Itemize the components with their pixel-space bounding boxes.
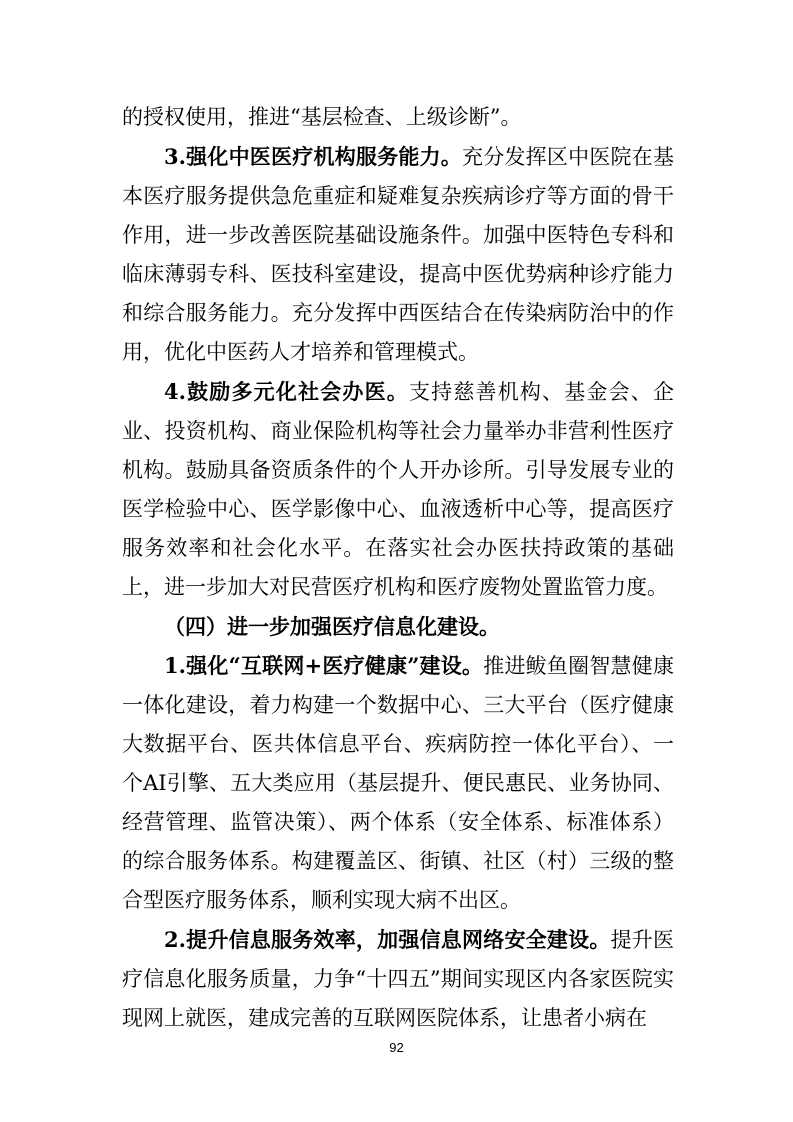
paragraph-heading: 4.鼓励多元化社会办医。 bbox=[164, 379, 409, 404]
paragraph-heading: 2.提升信息服务效率，加强信息网络安全建设。 bbox=[164, 927, 611, 952]
paragraph-body: 支持慈善机构、基金会、企业、投资机构、商业保险机构等社会力量举办非营利性医疗机构。鼓励具备资质条件的个人开办诊所。引导发展专业的医学检验中心、医学影像中心、血液透析中心等，提高医疗服务效率和社会化水平。在落实社会办医扶持政策的基础上，进一步加大对民营医疗机构和医疗废物处置监管力度。 bbox=[122, 380, 674, 599]
paragraph-body: 充分发挥区中医院在基本医疗服务提供急危重症和疑难复杂疾病诊疗等方面的骨干作用，进一步改善医院基础设施条件。加强中医特色专科和临床薄弱专科、医技科室建设，提高中医优势病种诊疗能力和综合服务能力。充分发挥中西医结合在传染病防治中的作用，优化中医药人才培养和管理模式。 bbox=[122, 145, 675, 364]
paragraph-heading: 3.强化中医医疗机构服务能力。 bbox=[164, 144, 463, 169]
paragraph-heading: 1.强化“互联网+医疗健康”建设。 bbox=[164, 653, 484, 678]
paragraph-internet-health bbox=[122, 646, 674, 920]
paragraph-tcm-institutions bbox=[122, 137, 674, 372]
paragraph-body: 推进鲅鱼圈智慧健康一体化建设，着力构建一个数据中心、三大平台（医疗健康大数据平台、医共体信息平台、疾病防控一体化平台）、一个AI引擎、五大类应用（基层提升、便民惠民、业务协同、经营管理、监管决策）、两个体系（安全体系、标准体系）的综合服务体系。构建覆盖区、街镇、社区（村）三级的整合型医疗服务体系，顺利实现大病不出区。 bbox=[122, 654, 674, 912]
section-heading: （四）进一步加强医疗信息化建设。 bbox=[164, 614, 500, 639]
paragraph-body: 提升医疗信息化服务质量，力争“十四五”期间实现区内各家医院实现网上就医，建成完善的互联网医院体系，让患者小病在 bbox=[122, 928, 675, 1030]
body-text bbox=[122, 98, 674, 1038]
paragraph-info-security bbox=[122, 920, 674, 1038]
page-number: 92 bbox=[389, 1040, 404, 1055]
paragraph-continuation: 的授权使用，推进“基层检查、上级诊断”。 bbox=[122, 105, 522, 129]
paragraph-social-medical bbox=[122, 372, 674, 607]
